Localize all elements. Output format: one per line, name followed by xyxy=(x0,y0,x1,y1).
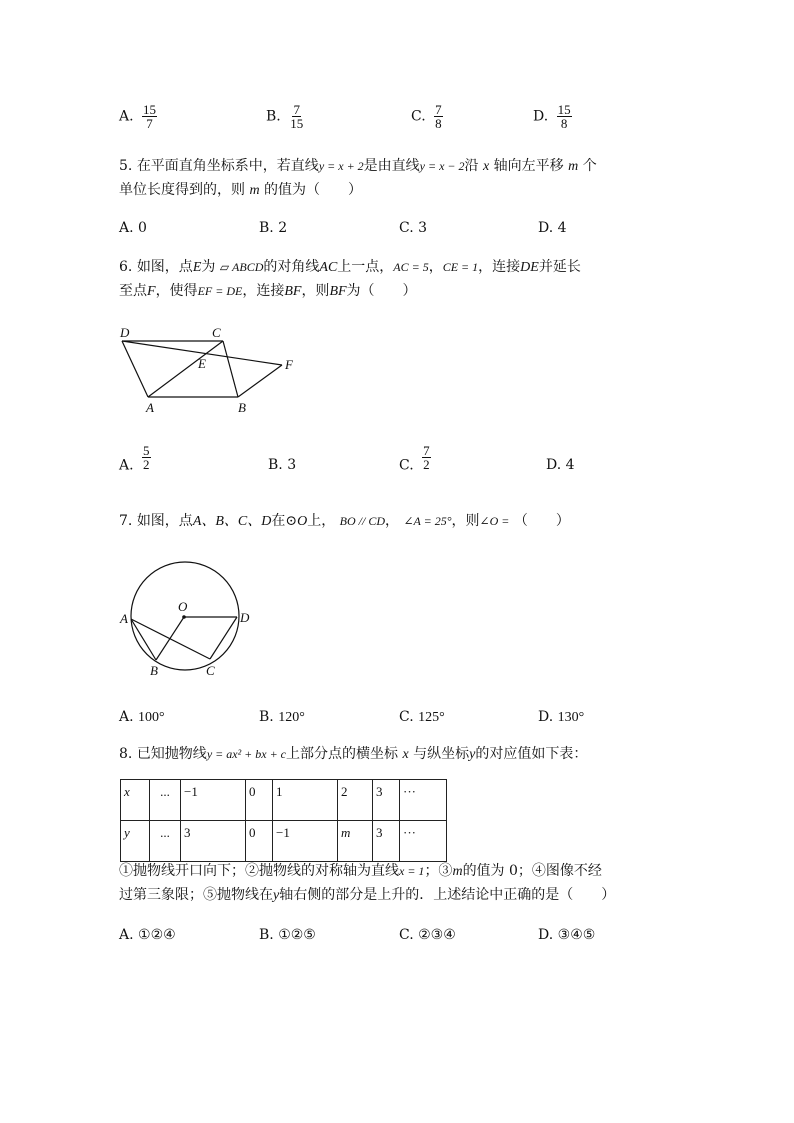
table-cell: 0 xyxy=(246,780,273,821)
q6-option-b[interactable]: B. 3 xyxy=(268,457,297,473)
q8-option-a[interactable]: A. ①②④ xyxy=(119,927,176,943)
label-o: O xyxy=(178,599,188,614)
fraction: $\frac{5}{2}$ xyxy=(143,443,150,472)
table-cell: ... xyxy=(150,821,181,862)
table-cell: x xyxy=(121,780,150,821)
q6-option-d[interactable]: D. 4 xyxy=(546,457,575,473)
q6-stem-line-1: 6. 如图，点E为 ▱ ABCD的对角线AC上一点，AC = 5，CE = 1，连接DE并延长 xyxy=(119,259,581,275)
q7-circle-figure xyxy=(110,555,270,685)
q8-statements-line-2: 过第三象限；⑤抛物线在y轴右侧的部分是上升的．上述结论中正确的是（ ） xyxy=(119,887,616,903)
q5-option-b[interactable]: B. 2 xyxy=(259,220,288,236)
q6-stem-line-2: 至点F，使得EF = DE，连接BF，则BF为（ ） xyxy=(119,283,417,299)
q8-option-b[interactable]: B. ①②⑤ xyxy=(259,927,316,943)
table-cell: 0 xyxy=(246,821,273,862)
segment-cb xyxy=(223,341,238,397)
q8-stem: 8. 已知抛物线y = ax² + bx + c上部分点的横坐标 x 与纵坐标y的对应值如下表： xyxy=(119,746,588,762)
q6-parallelogram-figure xyxy=(110,320,310,420)
table-cell: −1 xyxy=(273,821,338,862)
q4-option-a[interactable]: A. $\frac{15}{7}$ xyxy=(119,102,157,131)
table-row-y xyxy=(121,821,447,862)
fraction: $\frac{7}{8}$ xyxy=(435,102,442,131)
q5-stem-line-1: 5. 在平面直角坐标系中，若直线y = x + 2是由直线y = x − 2沿 x 轴向左平移 m 个 xyxy=(119,158,597,174)
table-cell: m xyxy=(338,821,373,862)
q6-option-c[interactable]: C. $\frac{7}{2}$ xyxy=(399,443,430,474)
q4-option-b[interactable]: B. $\frac{7}{15}$ xyxy=(266,102,304,131)
table-cell: 1 xyxy=(273,780,338,821)
q7-option-c[interactable]: C. 125° xyxy=(399,709,445,725)
fraction: $\frac{15}{7}$ xyxy=(143,102,157,131)
table-cell: 3 xyxy=(373,821,400,862)
q5-option-a[interactable]: A. 0 xyxy=(119,220,147,236)
q5-stem-line-2: 单位长度得到的，则 m 的值为（ ） xyxy=(119,182,363,198)
q6-option-a[interactable]: A. $\frac{5}{2}$ xyxy=(119,443,150,474)
fraction: $\frac{7}{2}$ xyxy=(423,443,430,472)
q7-option-d[interactable]: D. 130° xyxy=(538,709,585,725)
q8-value-table xyxy=(120,779,447,862)
table-cell: ··· xyxy=(400,780,447,821)
table-cell: 3 xyxy=(373,780,400,821)
q8-option-d[interactable]: D. ③④⑤ xyxy=(538,927,596,943)
q5-option-c[interactable]: C. 3 xyxy=(399,220,428,236)
label-a: A xyxy=(120,611,128,626)
segment-cd xyxy=(210,617,237,659)
fraction: $\frac{15}{8}$ xyxy=(557,102,571,131)
q7-stem: 7. 如图，点A、B、C、D在⊙O上， BO // CD， ∠A = 25°，则∠O = （ ） xyxy=(119,513,570,529)
table-cell: 2 xyxy=(338,780,373,821)
label-b: B xyxy=(150,663,158,678)
label-a: A xyxy=(146,400,154,415)
q4-option-c[interactable]: C. $\frac{7}{8}$ xyxy=(411,102,442,131)
q5-option-d[interactable]: D. 4 xyxy=(538,220,567,236)
segment-ac xyxy=(148,341,223,397)
q7-option-b[interactable]: B. 120° xyxy=(259,709,305,725)
label-c: C xyxy=(212,325,221,340)
label-d: D xyxy=(120,325,130,340)
segment-da xyxy=(122,341,148,397)
table-row-x xyxy=(121,780,447,821)
table-cell: 3 xyxy=(181,821,246,862)
fraction: $\frac{7}{15}$ xyxy=(290,102,304,131)
table-cell: −1 xyxy=(181,780,246,821)
segment-bf xyxy=(238,365,282,397)
label-d: D xyxy=(240,610,250,625)
table-cell: ··· xyxy=(400,821,447,862)
label-f: F xyxy=(285,357,293,372)
q8-option-c[interactable]: C. ②③④ xyxy=(399,927,456,943)
q4-option-d[interactable]: D. $\frac{15}{8}$ xyxy=(533,102,571,131)
label-b: B xyxy=(238,400,246,415)
label-c: C xyxy=(206,663,215,678)
q7-option-a[interactable]: A. 100° xyxy=(119,709,165,725)
table-cell: y xyxy=(121,821,150,862)
table-cell: ... xyxy=(150,780,181,821)
label-e: E xyxy=(198,356,206,371)
q8-statements-line-1: ①抛物线开口向下；②抛物线的对称轴为直线x = 1；③m的值为 0；④图像不经 xyxy=(119,863,602,879)
center-dot xyxy=(182,615,186,619)
